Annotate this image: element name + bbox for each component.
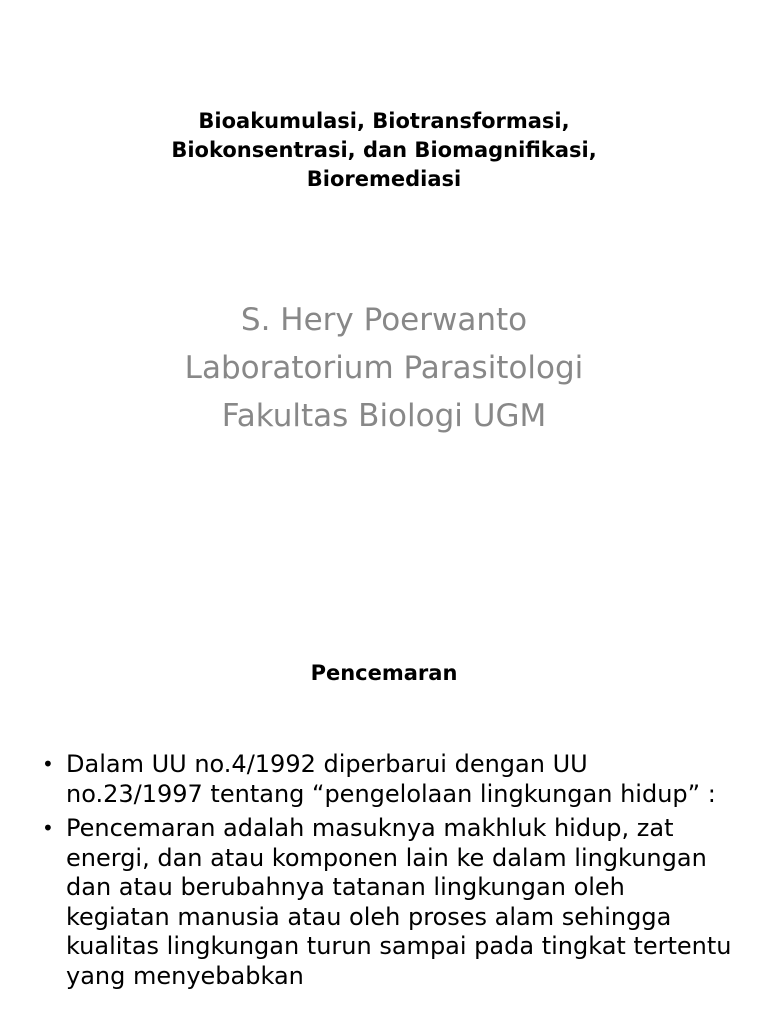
bullet-icon: • — [42, 816, 54, 840]
author-name: S. Hery Poerwanto — [240, 302, 528, 338]
slide-title: Pencemaran — [310, 661, 458, 685]
author-faculty: Fakultas Biologi UGM — [221, 398, 547, 434]
bullet-list — [42, 750, 732, 996]
title-line: Biokonsentrasi, dan Biomagnifikasi, — [171, 138, 597, 162]
bullet-text: Pencemaran adalah masuknya makhluk hidup, zat energi, dan atau komponen lain ke dalam lingkungan dan atau berubahnya tatanan lingkungan oleh kegiatan manusia atau oleh proses alam sehingga kualitas lingkungan turun sampai pada tingkat tertentu yang menyebabkan — [66, 814, 732, 990]
title-line: Bioremediasi — [306, 167, 462, 191]
list-item — [42, 814, 732, 991]
presentation-title — [0, 107, 768, 194]
bullet-icon: • — [42, 752, 54, 776]
list-item — [42, 750, 732, 809]
author-laboratory: Laboratorium Parasitologi — [184, 350, 584, 386]
author-block — [0, 296, 768, 440]
title-line: Bioakumulasi, Biotransformasi, — [198, 109, 570, 133]
content-slide — [0, 600, 768, 1024]
bullet-text: Dalam UU no.4/1992 diperbarui dengan UU no.23/1997 tentang “pengelolaan lingkungan hidup” : — [66, 750, 716, 808]
